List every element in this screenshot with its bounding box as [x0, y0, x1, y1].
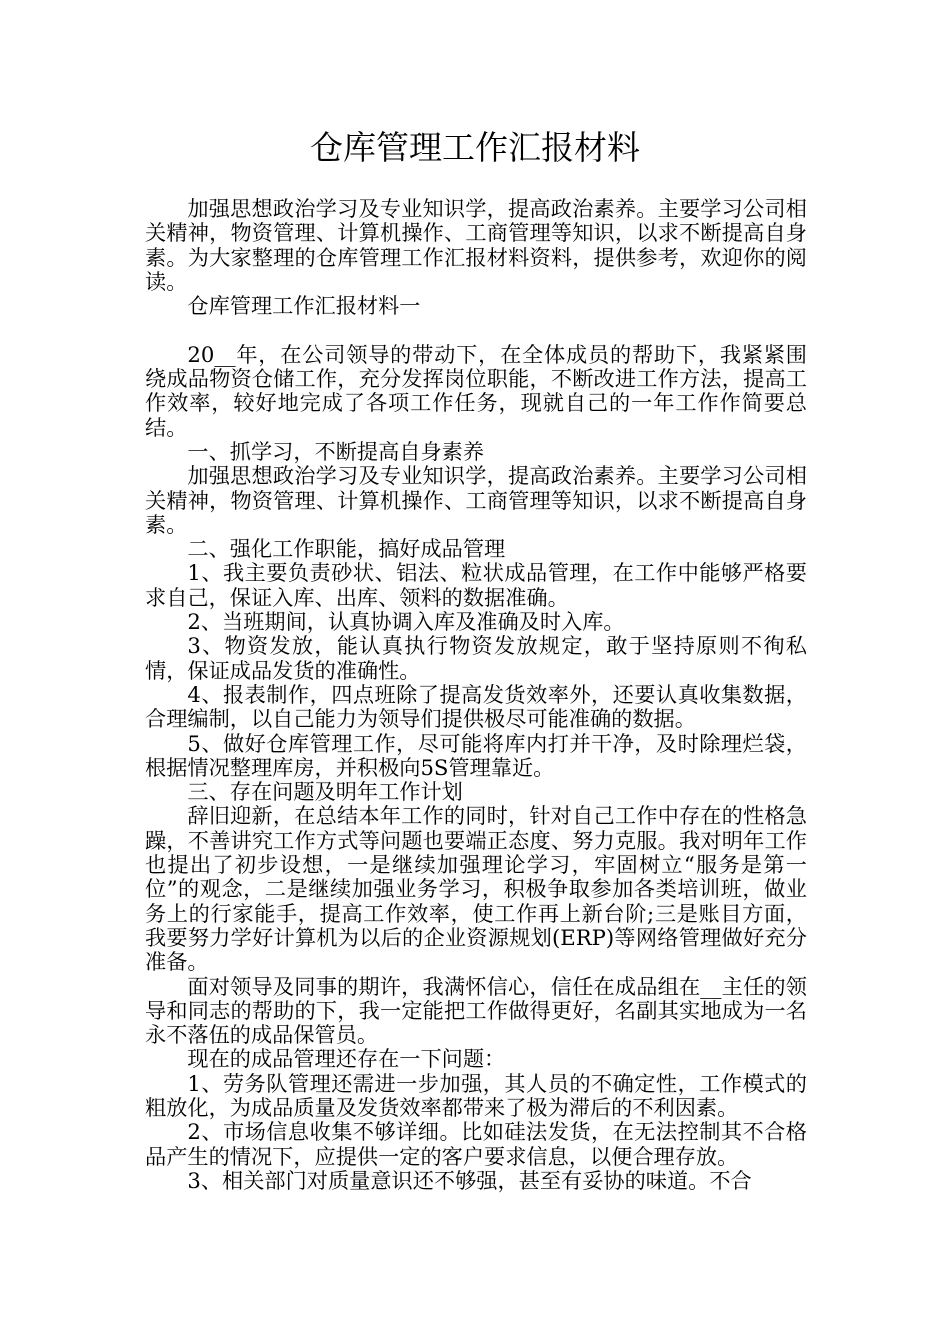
paragraph: 面对领导及同事的期许，我满怀信心，信任在成品组在__主任的领导和同志的帮助的下，我一定能把工作做得更好，名副其实地成为一名永不落伍的成品保管员。 — [145, 973, 807, 1048]
paragraph: 加强思想政治学习及专业知识学，提高政治素养。主要学习公司相关精神，物资管理、计算机操作、工商管理等知识，以求不断提高自身素。为大家整理的仓库管理工作汇报材料资料，提供参考，欢迎你的阅读。 — [145, 196, 807, 294]
paragraph: 加强思想政治学习及专业知识学，提高政治素养。主要学习公司相关精神，物资管理、计算机操作、工商管理等知识，以求不断提高自身素。 — [145, 463, 807, 537]
section-heading: 一、抓学习，不断提高自身素养 — [187, 438, 485, 464]
list-item: 1、劳务队管理还需进一步加强，其人员的不确定性，工作模式的粗放化，为成品质量及发货效率都带来了极为滞后的不利因素。 — [145, 1070, 807, 1120]
list-item: 5、做好仓库管理工作，尽可能将库内打并干净，及时除理烂袋，根据情况整理库房，并积极向5S管理靠近。 — [145, 730, 807, 780]
blank-line — [145, 318, 807, 342]
list-item: 2、市场信息收集不够详细。比如硅法发货，在无法控制其不合格品产生的情况下，应提供一定的客户要求信息，以便合理存放。 — [145, 1119, 807, 1169]
paragraph: 辞旧迎新，在总结本年工作的同时，针对自己工作中存在的性格急躁，不善讲究工作方式等问题也要端正态度、努力克服。我对明年工作也提出了初步设想，一是继续加强理论学习，牢固树立“服务是第一位”的观念，二是继续加强业务学习，积极争取参加各类培训班，做业务上的行家能手，提高工作效率，使工作再上新台阶;三是账目方面，我要努力学好计算机为以后的企业资源规划(ERP)等网络管理做好充分准备。 — [145, 803, 807, 975]
list-item: 3、物资发放，能认真执行物资发放规定，敢于坚持原则不徇私情，保证成品发货的准确性。 — [145, 633, 807, 683]
paragraph: 20__年，在公司领导的带动下，在全体成员的帮助下，我紧紧围绕成品物资仓储工作，充分发挥岗位职能，不断改进工作方法，提高工作效率，较好地完成了各项工作任务，现就自己的一年工作作简要总结。 — [145, 341, 807, 440]
document-body — [145, 197, 807, 1193]
page-title: 仓库管理工作汇报材料 — [310, 128, 640, 167]
list-item: 4、报表制作，四点班除了提高发货效率外，还要认真收集数据，合理编制，以自己能力为领导们提供极尽可能准确的数据。 — [145, 681, 807, 732]
section-heading: 仓库管理工作汇报材料一 — [187, 293, 421, 319]
list-item: 2、当班期间，认真协调入库及准确及时入库。 — [187, 609, 625, 635]
paragraph: 现在的成品管理还存在一下问题： — [187, 1046, 506, 1072]
section-heading: 三、存在问题及明年工作计划 — [187, 779, 463, 805]
section-heading: 二、强化工作职能，搞好成品管理 — [187, 536, 506, 562]
list-item: 1、我主要负责砂状、铝法、粒状成品管理，在工作中能够严格要求自己，保证入库、出库、领料的数据准确。 — [145, 560, 807, 610]
list-item: 3、相关部门对质量意识还不够强，甚至有妥协的味道。不合 — [187, 1167, 752, 1193]
